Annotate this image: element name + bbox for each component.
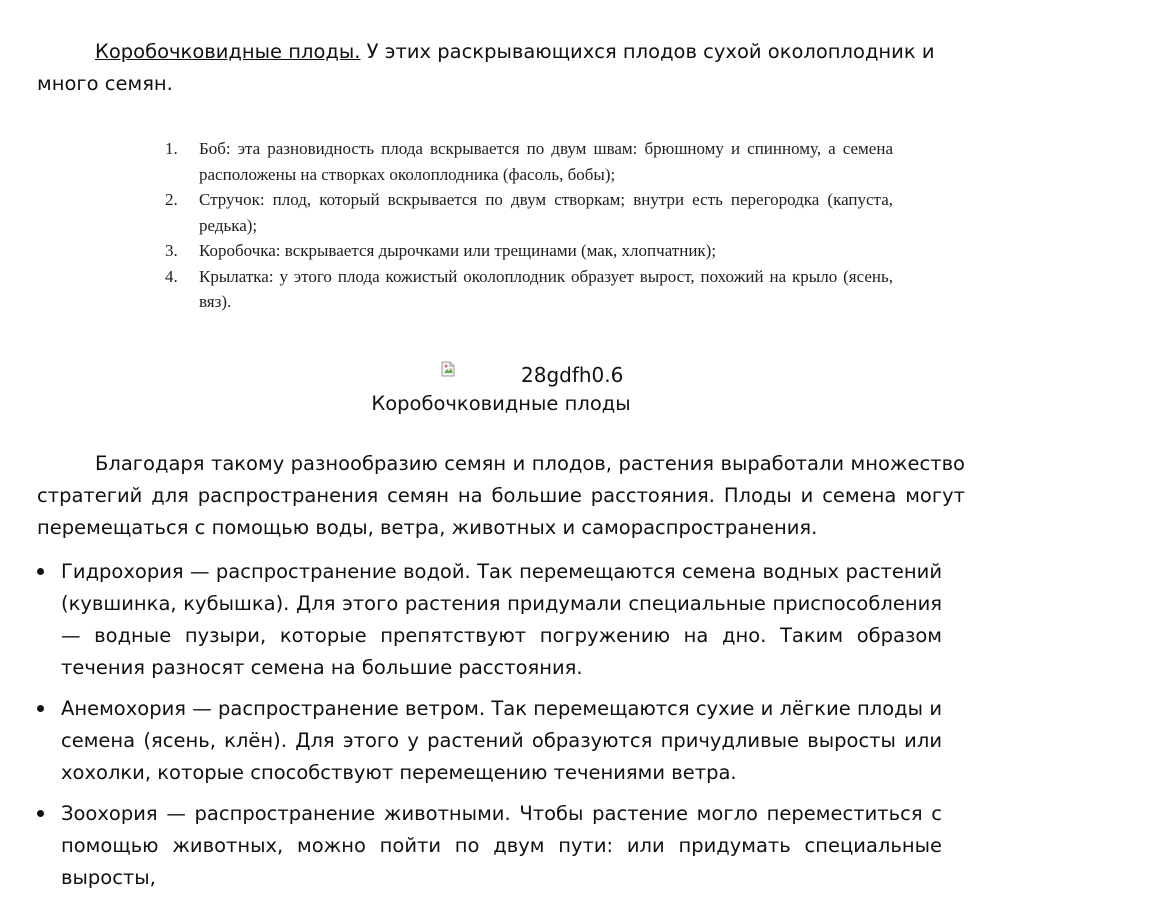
dispersal-bullet-list bbox=[37, 556, 942, 903]
intro-text: У этих раскрывающихся плодов сухой околоплодник и много семян. bbox=[37, 40, 935, 95]
section-heading: Коробочковидные плоды. bbox=[95, 40, 361, 63]
list-item bbox=[165, 264, 893, 315]
figure-caption: Коробочковидные плоды bbox=[371, 392, 631, 415]
bullet-text: Зоохория — распространение животными. Чтобы растение могло переместиться с помощью животных, можно пойти по двум пути: или придумать специальные выросты, bbox=[61, 802, 942, 889]
broken-image-icon bbox=[441, 361, 455, 377]
list-item bbox=[37, 556, 942, 684]
bullet-icon bbox=[37, 568, 44, 575]
figure bbox=[37, 356, 965, 419]
intro-paragraph bbox=[37, 36, 965, 100]
list-item bbox=[165, 187, 893, 238]
list-item-text: Крылатка: у этого плода кожистый околоплодник образует вырост, похожий на крыло (ясень, вяз). bbox=[199, 266, 893, 311]
bullet-text: Гидрохория — распространение водой. Так перемещаются семена водных растений (кувшинка, кубышка). Для этого растения придумали специальные приспособления — водные пузыри, которые препятствуют погружению на дно. Таким образом течения разносят семена на большие расстояния. bbox=[61, 560, 942, 679]
fruit-types-list bbox=[165, 136, 893, 315]
list-number: 2. bbox=[165, 190, 178, 209]
list-item bbox=[37, 798, 942, 894]
list-item bbox=[165, 136, 893, 187]
list-item-text: Стручок: плод, который вскрывается по двум створкам; внутри есть перегородка (капуста, редька); bbox=[199, 190, 893, 235]
scanned-list-image bbox=[165, 136, 893, 315]
dispersal-paragraph: Благодаря такому разнообразию семян и плодов, растения выработали множество стратегий для распространения семян на большие расстояния. Плоды и семена могут перемещаться с помощью воды, ветра, животных и самораспространения. bbox=[37, 452, 965, 539]
list-number: 1. bbox=[165, 139, 178, 158]
bullet-icon bbox=[37, 810, 44, 817]
bullet-text: Анемохория — распространение ветром. Так перемещаются сухие и лёгкие плоды и семена (ясень, клён). Для этого у растений образуются причудливые выросты или хохолки, которые способствуют перемещению течениями ветра. bbox=[61, 697, 942, 784]
list-item-text: Коробочка: вскрывается дырочками или трещинами (мак, хлопчатник); bbox=[199, 241, 717, 260]
bullet-icon bbox=[37, 705, 44, 712]
figure-image-placeholder bbox=[37, 356, 965, 390]
list-item-text: Боб: эта разновидность плода вскрывается по двум швам: брюшному и спинному, а семена расположены на створках околоплодника (фасоль, бобы); bbox=[199, 139, 893, 184]
image-alt-text: 28gdfh0.6 bbox=[521, 363, 624, 387]
list-number: 4. bbox=[165, 266, 178, 286]
list-item bbox=[165, 238, 893, 264]
list-number: 3. bbox=[165, 241, 178, 260]
list-item bbox=[37, 693, 942, 789]
